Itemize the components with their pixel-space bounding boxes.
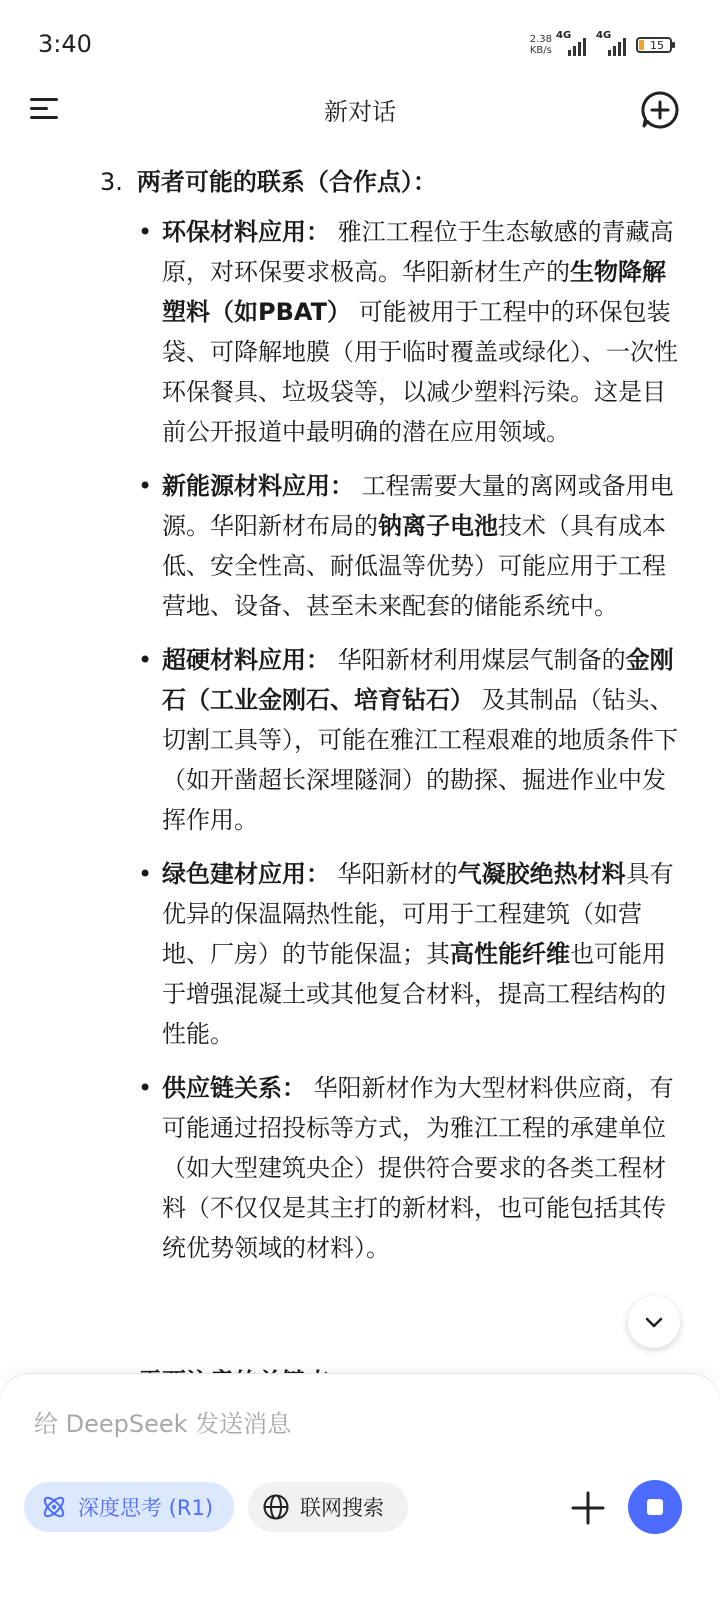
status-bar <box>0 0 720 86</box>
bold-text: 绿色建材应用： <box>162 860 330 888</box>
body-text: 也可能用于增强混凝土或其他复合材料，提高工程结构的性能。 <box>162 940 666 1048</box>
network-speed-unit: KB/s <box>529 45 552 56</box>
section-number: 3. <box>100 168 123 196</box>
body-text: 雅江工程位于生态敏感的青藏高原，对环保要求极高。华阳新材生产的 <box>162 218 674 286</box>
battery-level: 15 <box>650 38 664 52</box>
network-speed-value: 2.38 <box>529 34 552 45</box>
section-heading <box>100 162 437 202</box>
network-type-1: 4G <box>556 30 572 41</box>
deep-think-label: 深度思考 (R1) <box>78 1496 214 1520</box>
body-text: 华阳新材的 <box>330 860 458 888</box>
list-item <box>138 212 684 452</box>
input-panel <box>0 1374 720 1600</box>
bullet-dot: • <box>138 646 153 674</box>
header <box>0 86 720 132</box>
network-type-2: 4G <box>596 30 612 41</box>
plus-icon[interactable] <box>566 1486 610 1530</box>
body-text: 技术（具有成本低、安全性高、耐低温等优势）可能应用于工程营地、设备、甚至未来配套的储能系统中。 <box>162 512 666 620</box>
bullet-dot: • <box>138 1074 153 1102</box>
section-title: 两者可能的联系（合作点）： <box>136 168 437 196</box>
bold-text: 高性能纤维 <box>450 940 570 968</box>
bullet-dot: • <box>138 860 153 888</box>
list-item <box>138 1068 684 1268</box>
battery-icon <box>636 37 672 53</box>
status-indicators <box>530 30 672 60</box>
message-content <box>0 150 720 1380</box>
body-text: 华阳新材利用煤层气制备的 <box>330 646 626 674</box>
bold-text: 金刚石（工业金刚石、培育钻石） <box>162 646 674 714</box>
body-text: 具有优异的保温隔热性能，可用于工程建筑（如营地、厂房）的节能保温；其 <box>162 860 674 968</box>
stop-button[interactable] <box>628 1480 682 1534</box>
globe-icon <box>262 1493 290 1521</box>
scroll-down-button[interactable] <box>628 1296 680 1348</box>
deep-think-button[interactable] <box>24 1482 234 1532</box>
chevron-down-icon <box>642 1310 666 1334</box>
bullet-dot: • <box>138 218 153 246</box>
list-item <box>138 466 684 626</box>
bold-text: 生物降解塑料（如PBAT） <box>162 258 666 326</box>
bold-text: 环保材料应用： <box>162 218 330 246</box>
page-title: 新对话 <box>324 98 396 126</box>
bullet-dot: • <box>138 472 153 500</box>
web-search-label: 联网搜索 <box>300 1496 384 1520</box>
list-item <box>138 854 684 1054</box>
bold-text: 供应链关系： <box>162 1074 306 1102</box>
bold-text: 新能源材料应用： <box>162 472 354 500</box>
list-item <box>138 640 684 840</box>
message-input[interactable]: 给 DeepSeek 发送消息 <box>34 1410 292 1438</box>
body-text: 及其制品（钻头、切割工具等），可能在雅江工程艰难的地质条件下（如开凿超长深埋隧洞）的勘探、掘进作业中发挥作用。 <box>162 686 678 834</box>
signal-icon-2 <box>596 30 626 56</box>
atom-icon <box>40 1493 68 1521</box>
bold-text: 气凝胶绝热材料 <box>457 860 626 888</box>
bold-text: 超硬材料应用： <box>162 646 330 674</box>
body-text: 可能被用于工程中的环保包装袋、可降解地膜（用于临时覆盖或绿化）、一次性环保餐具、垃圾袋等，以减少塑料污染。这是目前公开报道中最明确的潜在应用领域。 <box>162 298 678 446</box>
status-time: 3:40 <box>38 30 92 58</box>
bullet-list <box>138 212 684 1282</box>
body-text: 工程需要大量的离网或备用电源。华阳新材布局的 <box>162 472 674 540</box>
new-chat-icon[interactable] <box>640 90 680 130</box>
signal-icon <box>556 30 586 56</box>
body-text: 华阳新材作为大型材料供应商，有可能通过招投标等方式，为雅江工程的承建单位（如大型建筑央企）提供符合要求的各类工程材料（不仅仅是其主打的新材料，也可能包括其传统优势领域的材料）。 <box>162 1074 674 1262</box>
network-speed <box>530 34 552 56</box>
web-search-button[interactable] <box>248 1482 408 1532</box>
stop-icon <box>647 1499 663 1515</box>
bold-text: 钠离子电池 <box>378 512 498 540</box>
